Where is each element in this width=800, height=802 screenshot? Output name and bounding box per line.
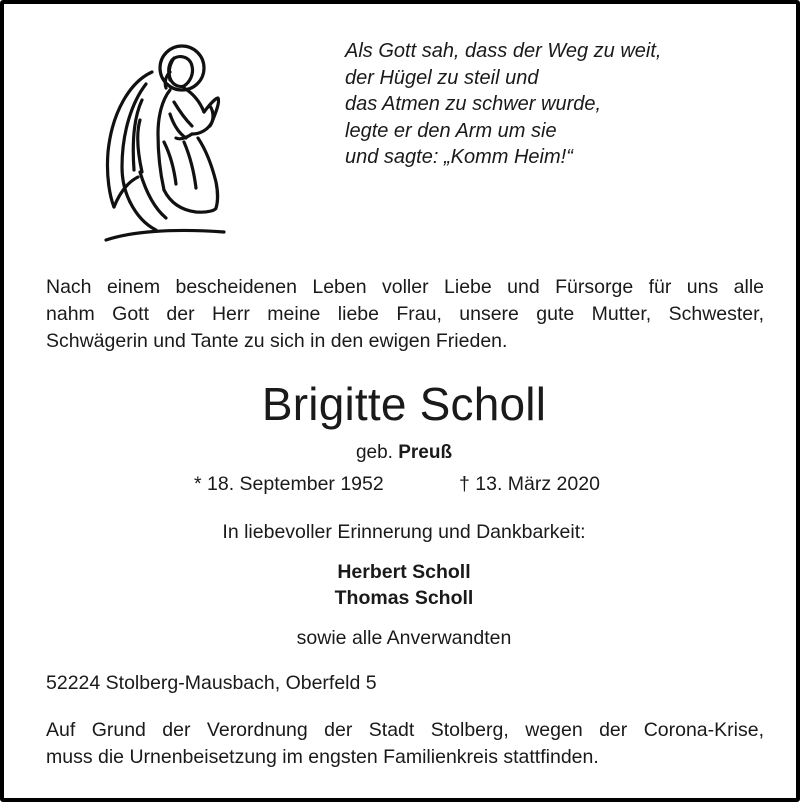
verse-line: das Atmen zu schwer wurde, <box>345 93 602 115</box>
born-prefix: geb. <box>355 442 393 463</box>
verse-line: Als Gott sah, dass der Weg zu weit, <box>345 40 662 62</box>
praying-angel-icon <box>100 42 232 244</box>
maiden-name: Preuß <box>398 442 453 463</box>
deceased-name: Brigitte Scholl <box>261 378 547 430</box>
intro-line: nahm Gott der Herr meine liebe Frau, unsere gute Mutter, Schwester, <box>46 303 764 325</box>
intro-paragraph <box>46 274 764 355</box>
verse-line: und sagte: „Komm Heim!“ <box>345 146 573 168</box>
address-line: 52224 Stolberg-Mausbach, Oberfeld 5 <box>46 672 377 694</box>
burial-notice <box>46 717 764 771</box>
mourner-name: Herbert Scholl <box>337 561 471 583</box>
maiden-name-line <box>4 441 800 465</box>
intro-line: Nach einem bescheidenen Leben voller Liebe und Fürsorge für uns alle <box>46 276 764 298</box>
mourner-name: Thomas Scholl <box>334 587 474 609</box>
intro-line: Schwägerin und Tante zu sich in den ewigen Frieden. <box>46 330 508 352</box>
birth-date: * 18. September 1952 <box>194 473 384 495</box>
verse-line: der Hügel zu steil und <box>345 66 539 89</box>
relatives-line: sowie alle Anverwandten <box>296 627 512 649</box>
remembrance-line: In liebevoller Erinnerung und Dankbarkeit: <box>222 521 586 543</box>
address <box>46 670 764 697</box>
verse <box>345 38 661 171</box>
verse-line: legte er den Arm um sie <box>345 119 557 142</box>
notice-line: muss die Urnenbeisetzung im engsten Familienkreis stattfinden. <box>46 746 599 768</box>
death-date: † 13. März 2020 <box>459 473 600 495</box>
notice-line: Auf Grund der Verordnung der Stadt Stolberg, wegen der Corona-Krise, <box>46 719 764 741</box>
